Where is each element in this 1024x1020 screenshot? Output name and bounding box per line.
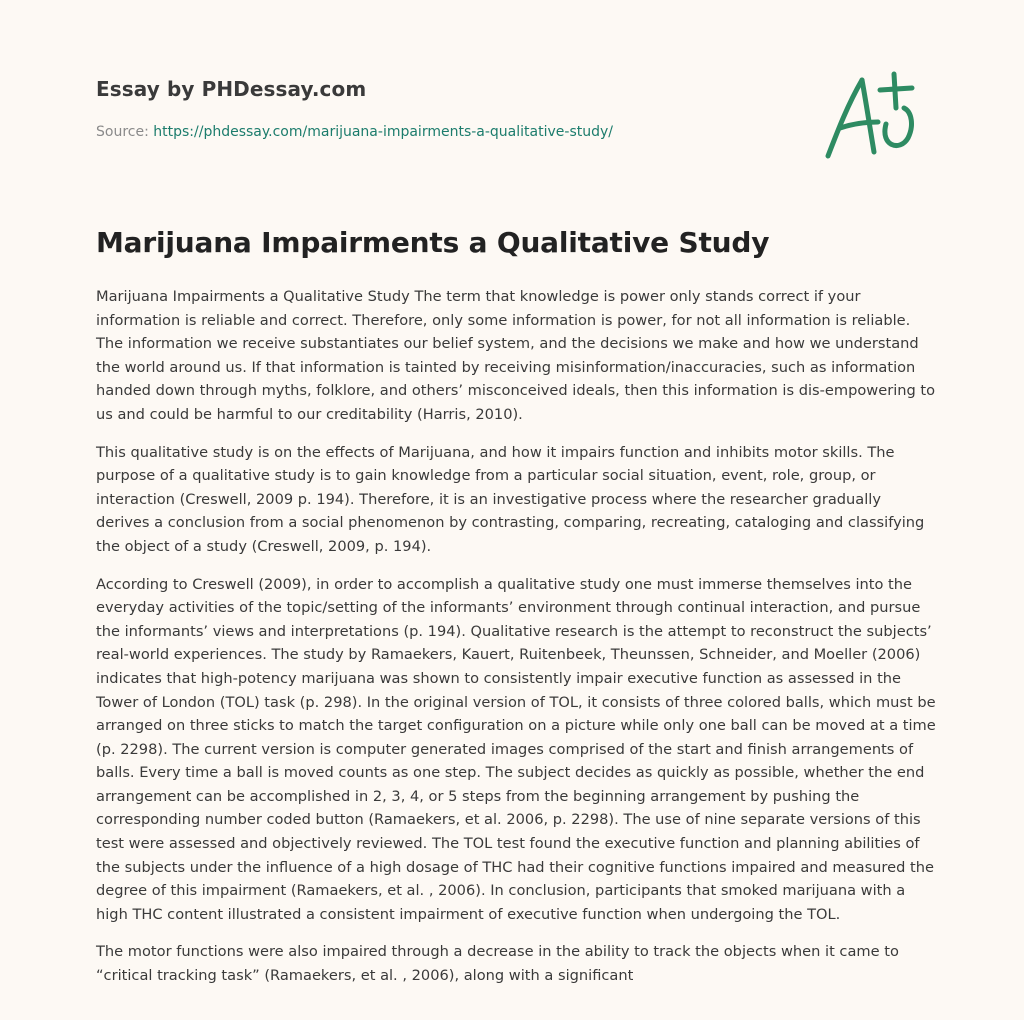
essay-paragraph: This qualitative study is on the effects of Marijuana, and how it impairs function and inhibits motor skills. The purpose of a qualitative study is to gain knowledge from a particular social situation, event, role, group, or interaction (Creswell, 2009 p. 194). Therefore, it is an investigative process where the researcher gradually derives a conclusion from a social phenomenon by contrasting, comparing, recreating, cataloging and classifying the object of a study (Creswell, 2009, p. 194). <box>96 443 925 555</box>
source-line <box>96 124 613 140</box>
a-plus-icon <box>816 68 926 164</box>
essay-body <box>96 285 936 1002</box>
source-link[interactable]: https://phdessay.com/marijuana-impairments-a-qualitative-study/ <box>153 124 613 140</box>
essay-paragraph: The motor functions were also impaired through a decrease in the ability to track the objects when it came to “critical tracking task” (Ramaekers, et al. , 2006), along with a significant <box>96 943 899 985</box>
essay-paragraph: According to Creswell (2009), in order to accomplish a qualitative study one must immerse themselves into the everyday activities of the topic/setting of the informants’ environment through continual interaction, and pursue the informants’ views and interpretations (p. 194). Qualitative research is the attempt to reconstruct the subjects’ real-world experiences. The study by Ramaekers, Kauert, Ruitenbeek, Theunssen, Schneider, and Moeller (2006) indicates that high-potency marijuana was shown to consistently impair executive function as assessed in the Tower of London (TOL) task (p. 298). In the original version of TOL, it consists of three colored balls, which must be arranged on three sticks to match the target configuration on a picture while only one ball can be moved at a time (p. 2298). The current version is computer generated images comprised of the start and finish arrangements of balls. Every time a ball is moved counts as one step. The subject decides as quickly as possible, whether the end arrangement can be accomplished in 2, 3, 4, or 5 steps from the beginning arrangement by pushing the corresponding number coded button (Ramaekers, et al. 2006, p. 2298). The use of nine separate versions of this test were assessed and objectively reviewed. The TOL test found the executive function and planning abilities of the subjects under the influence of a high dosage of THC had their cognitive functions impaired and measured the degree of this impairment (Ramaekers, et al. , 2006). In conclusion, participants that smoked marijuana with a high THC content illustrated a consistent impairment of executive function when undergoing the TOL. <box>96 575 936 923</box>
source-label: Source: <box>96 124 154 140</box>
site-title: Essay by PHDessay.com <box>96 77 367 101</box>
essay-paragraph: Marijuana Impairments a Qualitative Study The term that knowledge is power only stands correct if your information is reliable and correct. Therefore, only some information is power, for not all information is reliable. The information we receive substantiates our belief system, and the decisions we make and how we understand the world around us. If that information is tainted by receiving misinformation/inaccuracies, such as information handed down through myths, folklore, and others’ misconceived ideals, then this information is dis-empowering to us and could be harmful to our creditability (Harris, 2010). <box>96 288 936 423</box>
essay-title: Marijuana Impairments a Qualitative Study <box>96 226 770 259</box>
